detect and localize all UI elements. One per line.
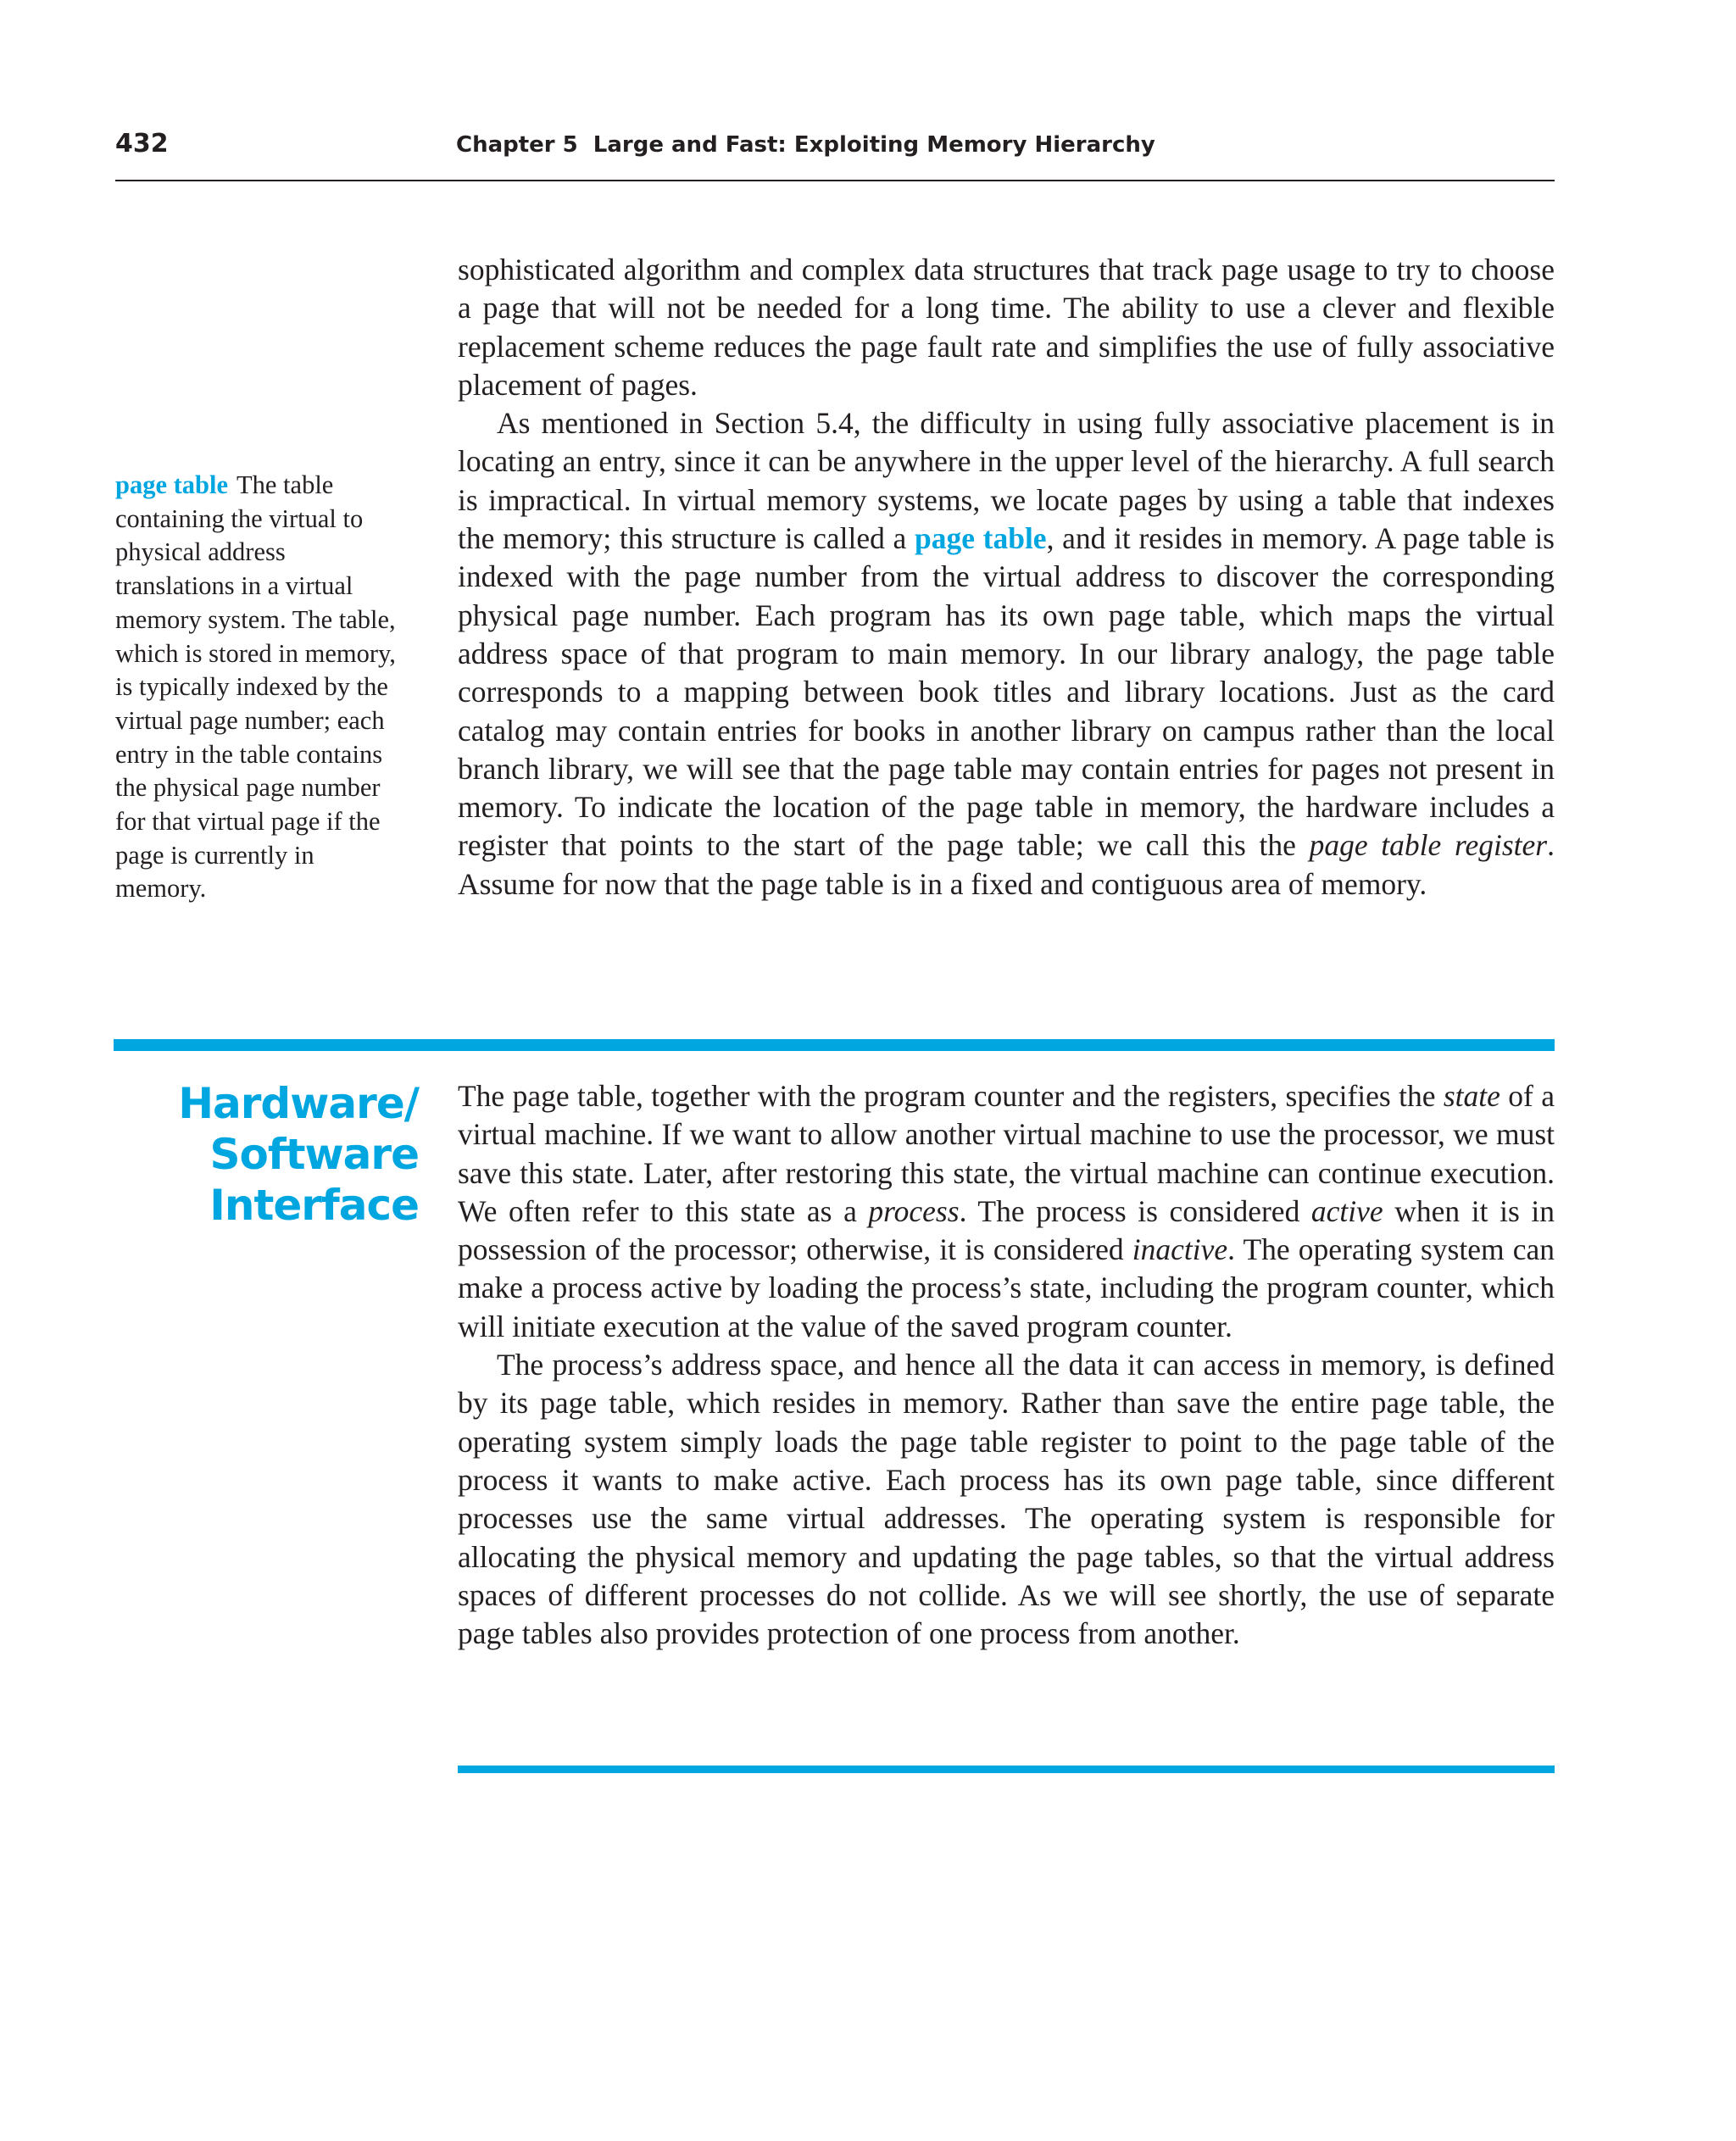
hsi-p1-text-e: . The operating system can make a process active by loading the process’s state, including the program counter, which will initiate execution at the value of the saved program counter. <box>458 1232 1555 1343</box>
page-table-register-term: page table register <box>1309 828 1548 863</box>
chapter-label: Chapter 5 <box>456 132 578 158</box>
chapter-title: Large and Fast: Exploiting Memory Hierarchy <box>593 132 1155 158</box>
hsi-p1-text-a: The page table, together with the program counter and the registers, specifies the <box>458 1079 1444 1113</box>
margin-definition-text: The table containing the virtual to physical address translations in a virtual memory system. The table, which is stored in memory, is typically indexed by the virtual page number; each entry in the table contains the physical page number for that virtual page if the page is currently in memory. <box>115 470 396 904</box>
hsi-heading-line-1: Hardware/ <box>178 1079 419 1128</box>
intro-p2-text-b: , and it resides in memory. A page table is indexed with the page number from the virtual address to discover the corresponding physical page number. Each program has its own page table, which maps the virtual address space of that program to main memory. In our library analogy, the page table corresponds to a mapping between book titles and library locations. Just as the card catalog may contain entries for books in another library on campus rather than the local branch library, we will see that the page table may contain entries for pages not present in memory. To indicate the location of the page table in memory, the hardware includes a register that points to the start of the page table; we call this the <box>458 521 1555 863</box>
header-rule <box>115 180 1555 181</box>
running-header <box>115 129 1555 163</box>
hsi-paragraph-2: The process’s address space, and hence all the data it can access in memory, is defined by its page table, which resides in memory. Rather than save the entire page table, the operating system simply loads the page table register to point to the page table of the process it wants to make active. Each process has its own page table, since different processes use the same virtual addresses. The operating system is responsible for allocating the physical memory and updating the page tables, so that the virtual address spaces of different processes do not collide. As we will see shortly, the use of separate page tables also provides protection of one process from another. <box>458 1348 1555 1651</box>
margin-definition <box>115 469 408 906</box>
page-table-keyword: page table <box>914 521 1047 556</box>
intro-paragraph-2 <box>458 404 1555 904</box>
hsi-paragraph-1 <box>458 1077 1555 1346</box>
section-rule-bottom <box>458 1766 1555 1773</box>
intro-body <box>458 251 1555 904</box>
hsi-body <box>458 1077 1555 1653</box>
intro-paragraph-1: sophisticated algorithm and complex data structures that track page usage to try to choose a page that will not be needed for a long time. The ability to use a clever and flexible replacement scheme reduces the page fault rate and simplifies the use of fully associative placement of pages. <box>458 253 1555 402</box>
hsi-heading-line-3: Interface <box>209 1181 419 1230</box>
hsi-p1-text-b: of a virtual machine. If we want to allow another virtual machine to use the processor, we must save this state. Later, after restoring this state, the virtual machine can continue execution. We often refer to this state as a <box>458 1079 1555 1228</box>
hsi-heading-line-2: Software <box>209 1130 419 1179</box>
running-head <box>456 132 1155 158</box>
intro-p2-text-c: . Assume for now that the page table is in a fixed and contiguous area of memory. <box>458 828 1555 901</box>
state-term: state <box>1443 1079 1500 1113</box>
active-term: active <box>1310 1193 1383 1228</box>
intro-p2-text-a: As mentioned in Section 5.4, the difficulty in using fully associative placement is in locating an entry, since it can be anywhere in the upper level of the hierarchy. A full search is impractical. In virtual memory systems, we locate pages by using a table that indexes the memory; this structure is called a <box>458 406 1555 556</box>
hsi-p1-text-d: when it is in possession of the processor; otherwise, it is considered <box>458 1193 1555 1267</box>
section-rule-top <box>114 1039 1555 1051</box>
process-term: process <box>868 1193 960 1228</box>
margin-term: page table <box>115 470 229 499</box>
hsi-p1-text-c: . The process is considered <box>959 1193 1311 1228</box>
hsi-heading <box>127 1078 419 1231</box>
inactive-term: inactive <box>1132 1232 1228 1267</box>
page-number: 432 <box>115 129 169 158</box>
